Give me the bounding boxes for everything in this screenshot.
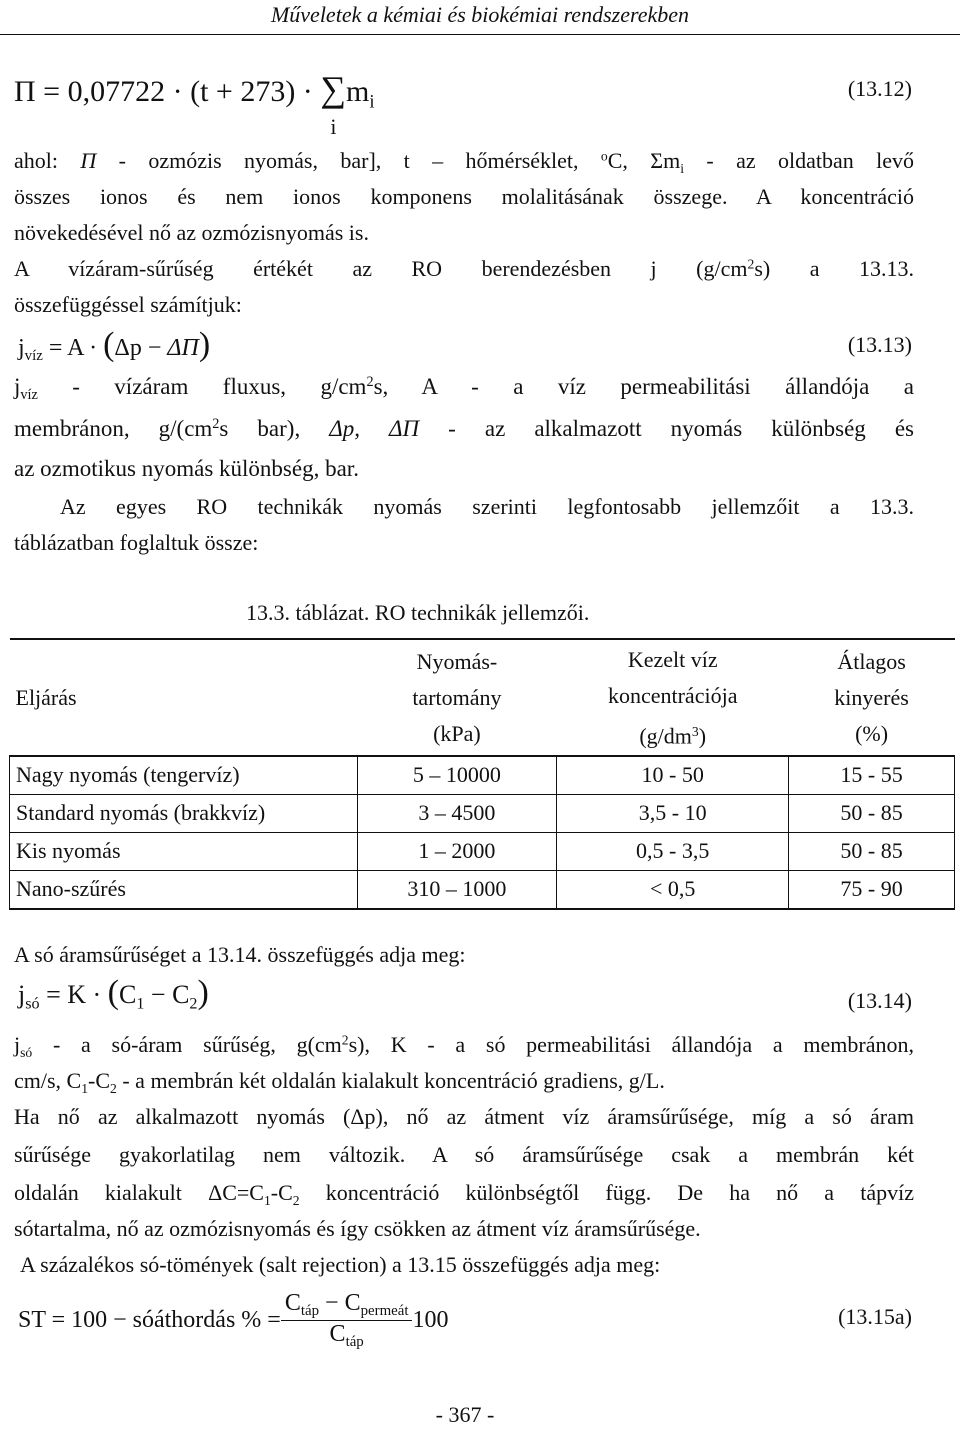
header-concentration: Kezelt víz koncentrációja $(g/dm^3)$ (557, 639, 789, 756)
row-name: Nano-szűrés (10, 870, 358, 909)
equation-number-13-13: (13.13) (847, 332, 912, 357)
table-caption: 13.3. táblázat. RO technikák jellemzői. (246, 600, 590, 625)
row-pressure: 310 – 1000 (357, 870, 557, 909)
equation-13-14: $j_{só} = K \cdot (C_1 - C_2)$ (18, 974, 209, 1013)
para3-line: A só áramsűrűséget a 13.14. összefüggés adja meg: (14, 942, 466, 967)
equation-13-15a: ST = 100 − sóáthordás % = $\frac{C_{táp} - C_{permeát}}{C_{táp}}$ 100 (18, 1290, 449, 1351)
row-recovery: 75 - 90 (789, 870, 955, 909)
running-header: Műveletek a kémiai és biokémiai rendszerekben (270, 2, 690, 27)
para4-line6: sótartalma, nő az ozmózisnyomás és így csökken az átment víz áramsűrűsége. (14, 1216, 701, 1241)
para1-line4: A vízáram-sűrűség értékét az RO berendezésben j $(g/cm^2s)$ a 13.13. (14, 256, 914, 281)
equation-13-13: $j_{víz} = A \cdot (\Delta p - \Delta\Pi)$ (18, 326, 211, 365)
sum-index: i (330, 114, 337, 139)
row-name: Nagy nyomás (tengervíz) (10, 756, 358, 795)
para1-line1: ahol: Π - ozmózis nyomás, bar], t – hőmérséklet, $^o$C, $\Sigma m_i$ - az oldatban levő (14, 148, 914, 176)
table-row (10, 870, 955, 909)
row-recovery: 50 - 85 (789, 794, 955, 832)
row-concentration: < 0,5 (557, 870, 789, 909)
para2-line4: Az egyes RO technikák nyomás szerinti legfontosabb jellemzőit a 13.3. (60, 494, 914, 519)
header-eljaras: Eljárás (10, 639, 358, 756)
table-row (10, 794, 955, 832)
molality-index: i (369, 91, 375, 113)
para4-line1: $j_{só}$ - a só-áram sűrűség, $g(cm^2s)$, K - a só permeabilitási állandója a membránon, (14, 1032, 914, 1060)
molality-symbol: m (345, 75, 370, 108)
para2-line2: membránon, $g/(cm^2s$ bar), Δp, ΔΠ - az alkalmazott nyomás különbség és (14, 416, 914, 441)
equation-number-13-12: (13.12) (847, 76, 912, 101)
page-number: - 367 - (435, 1402, 495, 1427)
fraction: $\frac{C_{táp} - C_{permeát}}{C_{táp}}$ (281, 1290, 413, 1351)
row-concentration: 10 - 50 (557, 756, 789, 795)
para2-line1: $j_{víz}$ - vízáram fluxus, $g/cm^2s$, A - a víz permeabilitási állandója a (14, 374, 914, 403)
ro-techniques-table (9, 638, 955, 910)
header-recovery: Átlagos kinyerés (%) (789, 639, 955, 756)
equation-lhs: Π = 0,07722 · (t + 273) · (14, 75, 321, 108)
equation-13-12 (14, 68, 375, 139)
row-name: Standard nyomás (brakkvíz) (10, 794, 358, 832)
equation-number-13-14: (13.14) (847, 988, 912, 1013)
row-pressure: 3 – 4500 (357, 794, 557, 832)
para1-line5: összefüggéssel számítjuk: (14, 292, 242, 317)
row-pressure: 5 – 10000 (357, 756, 557, 795)
sum-symbol: ∑ (320, 69, 346, 109)
para1-line2: összes ionos és nem ionos komponens molalitásának összege. A koncentráció (14, 184, 914, 209)
para4-line4: sűrűsége gyakorlatilag nem változik. A só áramsűrűsége csak a membrán két (14, 1142, 914, 1167)
header-pressure: Nyomás- tartomány (kPa) (357, 639, 557, 756)
para4-line7: A százalékos só-tömények (salt rejection) a 13.15 összefüggés adja meg: (20, 1252, 661, 1277)
row-concentration: 3,5 - 10 (557, 794, 789, 832)
table-row (10, 756, 955, 795)
row-name: Kis nyomás (10, 832, 358, 870)
row-recovery: 50 - 85 (789, 832, 955, 870)
row-recovery: 15 - 55 (789, 756, 955, 795)
para4-line3: Ha nő az alkalmazott nyomás (Δp), nő az átment víz áramsűrűsége, míg a só áram (14, 1104, 914, 1129)
para2-line3: az ozmotikus nyomás különbség, bar. (14, 456, 359, 481)
para4-line2: cm/s, $C_1-C_2$ - a membrán két oldalán kialakult koncentráció gradiens, g/L. (14, 1068, 665, 1096)
row-concentration: 0,5 - 3,5 (557, 832, 789, 870)
row-pressure: 1 – 2000 (357, 832, 557, 870)
equation-number-13-15a: (13.15a) (838, 1304, 912, 1329)
header-rule (0, 34, 960, 35)
table-row (10, 832, 955, 870)
para1-line3: növekedésével nő az ozmózisnyomás is. (14, 220, 369, 245)
para4-line5: oldalán kialakult $\Delta C=C_1-C_2$ koncentráció különbségtől függ. De ha nő a tápvíz (14, 1180, 914, 1208)
para2-line5: táblázatban foglaltuk össze: (14, 530, 259, 555)
